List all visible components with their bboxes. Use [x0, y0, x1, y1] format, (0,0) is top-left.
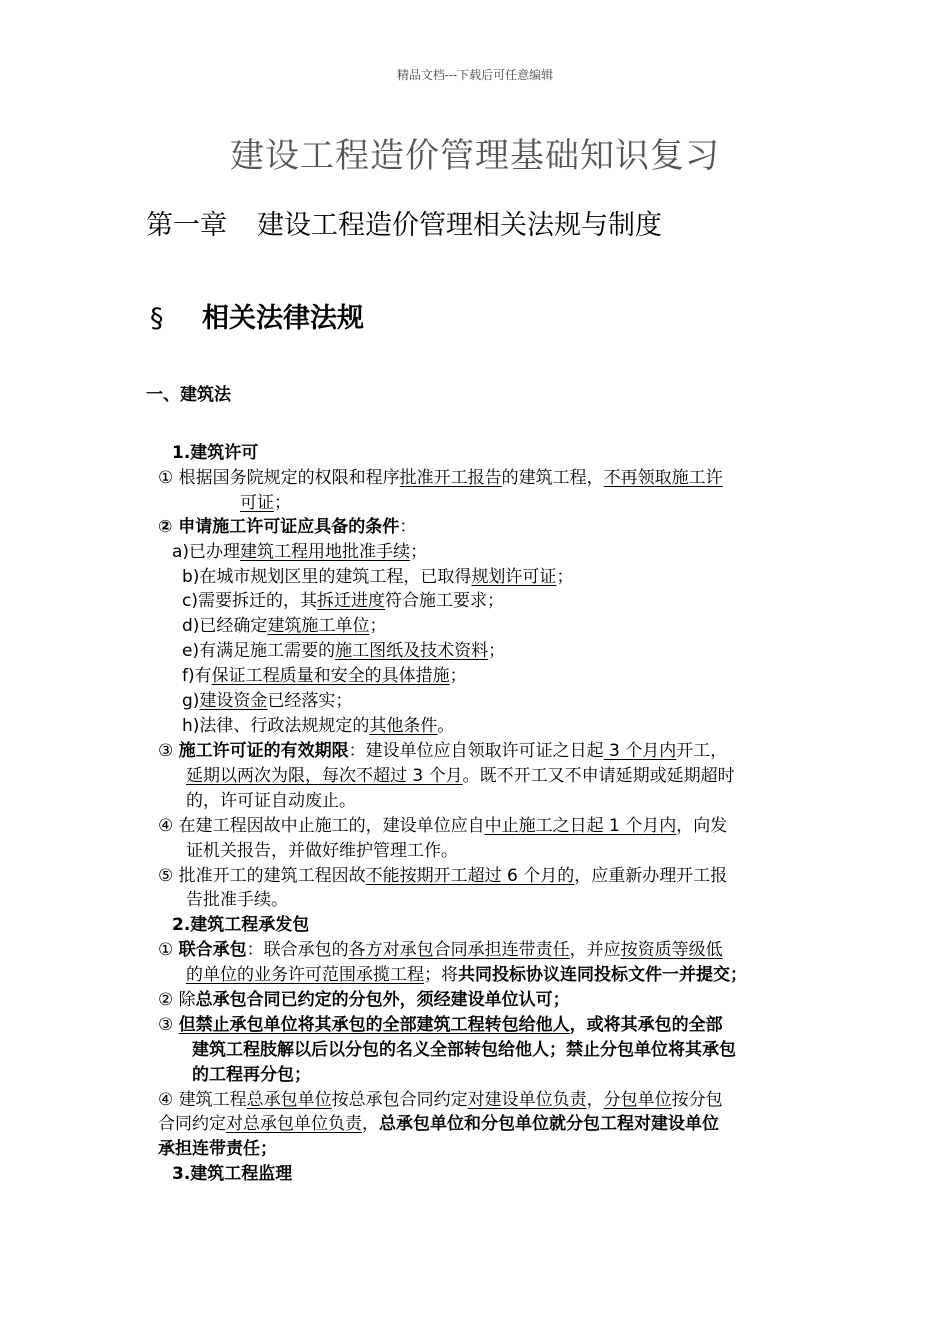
permit-item-1 — [158, 466, 723, 491]
underlined-text: 按资质等级低 — [620, 940, 723, 960]
text: 已经落实； — [267, 691, 353, 711]
underlined-text: 的单位的业务许可范围承揽工程 — [186, 965, 424, 985]
condition-h — [182, 714, 454, 739]
text: ； — [274, 493, 291, 513]
text: ⑤ 批准开工的建筑工程因故 — [158, 866, 366, 886]
condition-g — [182, 689, 352, 714]
text: e)有满足施工需要的 — [182, 641, 336, 661]
text: ④ 在建工程因故中止施工的，建设单位应自 — [158, 816, 485, 836]
text: h)法律、行政法规规定的 — [182, 716, 370, 736]
text: ； — [449, 666, 467, 686]
underlined-text: 施工图纸及技术资料 — [335, 641, 489, 661]
bold-text: 总承包单位和分包单位就分包工程对建设单位 — [379, 1114, 719, 1134]
condition-b — [182, 565, 573, 590]
condition-c — [182, 589, 504, 614]
subsection-heading-contracting: 2.建筑工程承发包 — [172, 915, 310, 935]
underlined-text: 总承包单位 — [246, 1090, 332, 1110]
chapter-number: 第一章 — [146, 210, 227, 241]
document-title: 建设工程造价管理基础知识复习 — [230, 136, 720, 176]
condition-d — [182, 614, 386, 639]
text: ：建设单位应自领取许可证之日起 — [348, 741, 604, 761]
text: 按总承包合同约定 — [331, 1090, 468, 1110]
chapter-title: 建设工程造价管理相关法规与制度 — [257, 210, 662, 241]
bold-text: 联合承包 — [178, 940, 247, 960]
text: ，并应 — [569, 940, 621, 960]
underlined-text: 不再领取施工许 — [603, 468, 723, 488]
underlined-text: 分包单位 — [603, 1090, 672, 1110]
permit-item-5 — [158, 864, 727, 889]
text: b)在城市规划区里的建筑工程，已取得 — [182, 567, 472, 587]
contract-item-2 — [158, 988, 570, 1013]
condition-a — [172, 540, 427, 565]
text: ② 除 — [158, 990, 196, 1010]
contract-item-1-cont — [186, 963, 747, 988]
contract-item-4 — [158, 1088, 723, 1113]
permit-item-1-cont — [240, 491, 291, 516]
condition-f — [182, 664, 467, 689]
permit-item-2 — [158, 515, 416, 540]
text: ③ — [158, 741, 179, 761]
underlined-text: 3 个月内 — [603, 741, 677, 761]
text: ； — [488, 641, 506, 661]
underlined-text: 不能按期开工超过 6 个月的 — [365, 866, 575, 886]
underlined-text: 对建设单位负责 — [467, 1090, 587, 1110]
text: g) — [182, 691, 200, 711]
text: 按分包 — [671, 1090, 723, 1110]
underlined-text: 拆迁进度 — [316, 591, 385, 611]
permit-item-3-cont — [186, 764, 735, 789]
underlined-text: 中止施工之日起 1 个月内 — [484, 816, 677, 836]
permit-item-3-cont2: 的，许可证自动废止。 — [186, 791, 356, 811]
text: 的建筑工程， — [501, 468, 604, 488]
underlined-text: 批准开工报告 — [399, 468, 502, 488]
text: ：联合承包的 — [246, 940, 349, 960]
underlined-text: 建筑工程用地批准手续 — [240, 542, 411, 562]
contract-item-1 — [158, 938, 723, 963]
text: c)需要拆迁的，其 — [182, 591, 317, 611]
permit-item-4 — [158, 814, 727, 839]
section-heading — [150, 296, 364, 335]
watermark-header: 精品文档---下载后可任意编辑 — [396, 68, 554, 82]
underlined-text: 但禁止承包单位将其承包的全部建筑工程转包给他人 — [178, 1015, 570, 1035]
text: 。既不开工又不申请延期或延期超时 — [462, 766, 735, 786]
permit-item-5-cont: 告批准手续。 — [186, 890, 288, 910]
bold-text: ② 申请施工许可证应具备的条件 — [158, 517, 400, 537]
text: ④ 建筑工程 — [158, 1090, 247, 1110]
text: ； — [369, 616, 387, 636]
bold-text: ，或将其承包的全部 — [569, 1015, 723, 1035]
contract-item-4-cont2: 承担连带责任； — [158, 1139, 277, 1159]
section-symbol: § — [150, 303, 164, 334]
text: 符合施工要求； — [384, 591, 504, 611]
text: ① — [158, 940, 179, 960]
section-title: 相关法律法规 — [202, 303, 364, 334]
underlined-text: 各方对承包合同承担连带责任 — [348, 940, 570, 960]
text: f)有 — [182, 666, 212, 686]
permit-item-4-cont: 证机关报告，并做好维护管理工作。 — [186, 841, 458, 861]
part-heading: 一、建筑法 — [146, 385, 231, 405]
chapter-heading — [146, 203, 662, 242]
underlined-text: 可证 — [240, 493, 274, 513]
text: 。 — [437, 716, 455, 736]
text: ③ — [158, 1015, 179, 1035]
bold-text: 总承包合同已约定的分包外，须经建设单位认可； — [195, 990, 570, 1010]
subsection-heading-permit: 1.建筑许可 — [172, 443, 259, 463]
underlined-text: 规划许可证 — [471, 567, 557, 587]
text: 合同约定 — [158, 1114, 226, 1134]
underlined-text: 延期以两次为限，每次不超过 3 个月 — [186, 766, 463, 786]
subsection-heading-supervision: 3.建筑工程监理 — [172, 1164, 293, 1184]
text: ，应重新办理开工报 — [574, 866, 728, 886]
underlined-text: 建设资金 — [199, 691, 268, 711]
permit-item-3 — [158, 739, 727, 764]
text: 开工， — [676, 741, 728, 761]
contract-item-3-cont: 建筑工程肢解以后以分包的名义全部转包给他人；禁止分包单位将其承包 — [192, 1040, 736, 1060]
underlined-text: 保证工程质量和安全的具体措施 — [211, 666, 450, 686]
contract-item-3 — [158, 1013, 723, 1038]
text: a)已办理 — [172, 542, 241, 562]
underlined-text: 对总承包单位负责 — [226, 1114, 362, 1134]
text: d)已经确定 — [182, 616, 268, 636]
underlined-text: 建筑施工单位 — [267, 616, 370, 636]
text: ，向发 — [676, 816, 728, 836]
text: ； — [410, 542, 428, 562]
text: ， — [586, 1090, 604, 1110]
bold-text: 共同投标协议连同投标文件一并提交； — [458, 965, 747, 985]
contract-item-3-cont2: 的工程再分包； — [192, 1065, 311, 1085]
bold-text: 施工许可证的有效期限 — [178, 741, 349, 761]
text: ， — [362, 1114, 379, 1134]
condition-e — [182, 639, 505, 664]
text: ； — [556, 567, 574, 587]
text: ；将 — [424, 965, 458, 985]
text: ： — [399, 517, 417, 537]
contract-item-4-cont — [158, 1112, 719, 1137]
text: ① 根据国务院规定的权限和程序 — [158, 468, 400, 488]
underlined-text: 其他条件 — [369, 716, 438, 736]
